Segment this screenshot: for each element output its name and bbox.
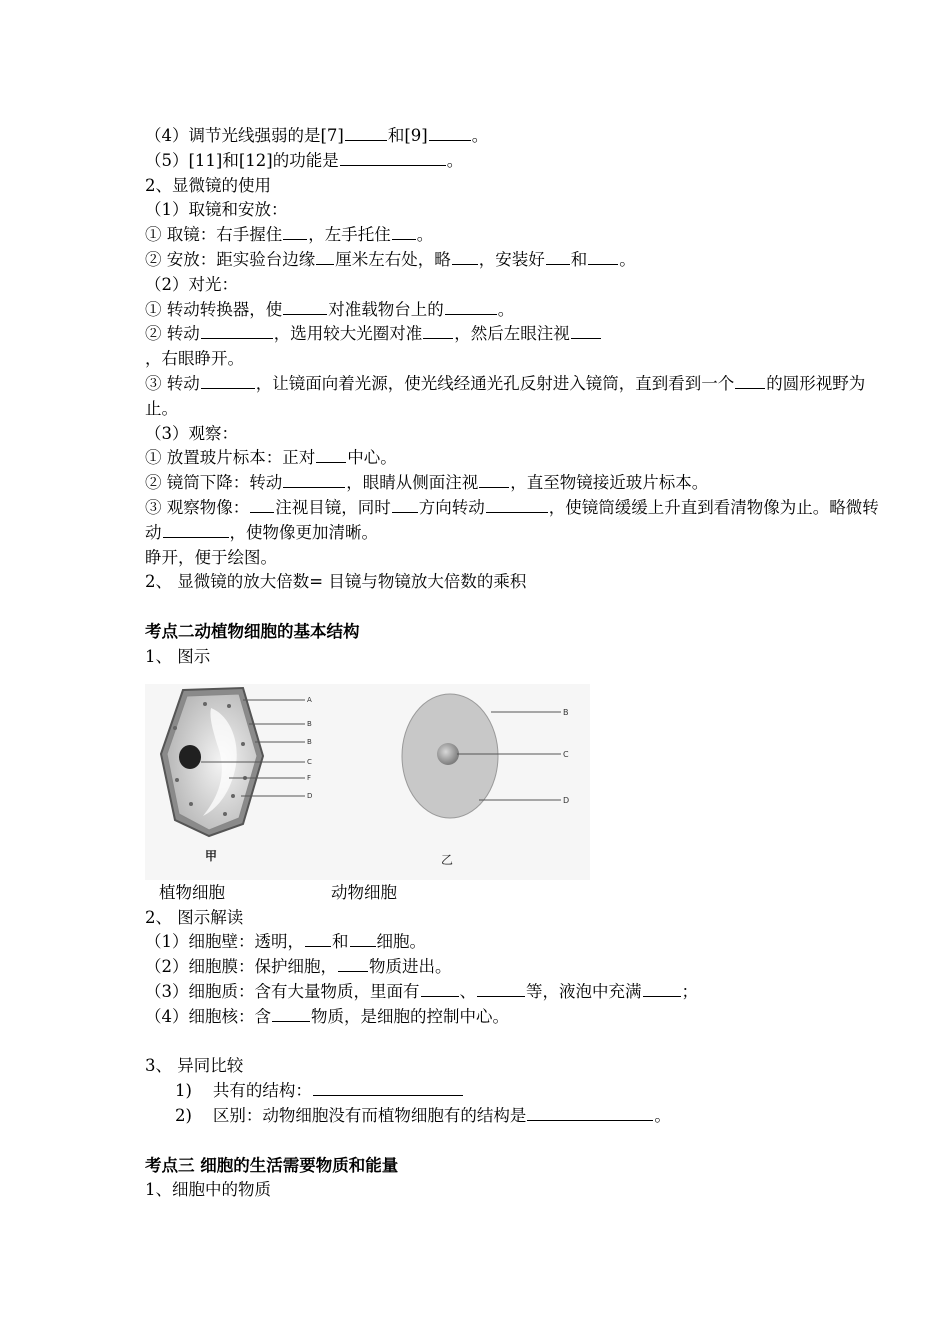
text: 。 — [497, 299, 515, 319]
text: （2）细胞膜：保护细胞， — [145, 957, 337, 977]
fill-blank[interactable] — [588, 250, 618, 265]
fill-blank[interactable] — [163, 523, 229, 538]
fill-blank[interactable] — [477, 982, 525, 997]
animal-label: C — [563, 749, 569, 759]
document-page — [145, 124, 885, 1203]
text: 区别：动物细胞没有而植物细胞有的结构是 — [212, 1105, 527, 1125]
section-title: 考点二动植物细胞的基本结构 — [145, 621, 360, 641]
text-line — [145, 546, 885, 571]
section-title: 考点三 细胞的生活需要物质和能量 — [145, 1155, 399, 1175]
text-line — [145, 248, 885, 273]
animal-cell — [402, 694, 569, 867]
text: 物质进出。 — [369, 957, 452, 977]
text: （4）细胞核：含 — [145, 1006, 271, 1026]
text: ③ 转动 — [145, 373, 200, 393]
cell-figure — [145, 684, 590, 880]
section-heading — [145, 174, 885, 199]
fill-blank[interactable] — [546, 250, 570, 265]
text-line — [145, 124, 885, 149]
text-line — [145, 149, 885, 174]
text: （2）对光： — [145, 274, 238, 294]
fill-blank[interactable] — [735, 374, 765, 389]
text: 睁开，便于绘图。 — [145, 547, 277, 567]
text-line — [145, 198, 885, 223]
plant-label: F — [307, 773, 312, 782]
text: ，右眼睁开。 — [145, 349, 244, 369]
text-line — [145, 930, 885, 955]
text: 的圆形视野为止。 — [145, 373, 866, 418]
text-line: 1、 图示 — [145, 646, 211, 666]
compare-item — [145, 1079, 885, 1104]
plant-label: C — [307, 757, 312, 766]
text: （3）观察： — [145, 423, 238, 443]
text: ① 转动转换器，使 — [145, 299, 283, 319]
plant-label: D — [307, 791, 313, 800]
text: ，使物像更加清晰。 — [229, 522, 378, 542]
text: 2、 显微镜的放大倍数= 目镜与物镜放大倍数的乘积 — [145, 572, 527, 592]
text: （1）取镜和安放： — [145, 200, 288, 220]
text: ，左手托住 — [308, 225, 391, 245]
text: 2、显微镜的使用 — [145, 175, 271, 195]
text-line — [145, 223, 885, 248]
caption-animal: 动物细胞 — [331, 882, 397, 902]
fill-blank[interactable] — [338, 957, 368, 972]
text: ② 安放：距实验台边缘 — [145, 249, 316, 269]
text: （5）[11]和[12]的功能是 — [145, 150, 339, 170]
fill-blank[interactable] — [272, 1007, 310, 1022]
text: 和 — [332, 932, 349, 952]
caption-plant: 植物细胞 — [159, 882, 225, 902]
fill-blank[interactable] — [486, 498, 548, 513]
text-line: 1、细胞中的物质 — [145, 1180, 271, 1200]
fill-blank[interactable] — [643, 982, 681, 997]
fill-blank[interactable] — [283, 473, 345, 488]
fill-blank[interactable] — [283, 300, 327, 315]
text: 、 — [459, 981, 476, 1001]
fill-blank[interactable] — [340, 151, 446, 166]
text: 对准载物台上的 — [328, 299, 444, 319]
fill-blank[interactable] — [429, 126, 471, 141]
text: 物质，是细胞的控制中心。 — [311, 1006, 509, 1026]
text: （1）细胞壁：透明， — [145, 932, 304, 952]
fill-blank[interactable] — [313, 1081, 463, 1096]
fill-blank[interactable] — [479, 473, 509, 488]
text: 注视目镜，同时 — [275, 497, 391, 517]
text: 细胞。 — [376, 932, 426, 952]
text: ，安装好 — [478, 249, 545, 269]
text: ，使镜筒缓缓上升直到看清物像为止。略微转动 — [145, 497, 879, 542]
fill-blank[interactable] — [305, 932, 331, 947]
animal-cell-name: 乙 — [441, 852, 454, 867]
text-line — [145, 496, 885, 546]
text-line: 3、 异同比较 — [145, 1056, 244, 1076]
fill-blank[interactable] — [423, 324, 453, 339]
fill-blank[interactable] — [201, 324, 273, 339]
fill-blank[interactable] — [421, 982, 459, 997]
text: ② 转动 — [145, 324, 200, 344]
plant-cell — [161, 688, 312, 863]
fill-blank[interactable] — [445, 300, 497, 315]
text: 中心。 — [347, 448, 397, 468]
text: ② 镜筒下降：转动 — [145, 473, 283, 493]
text: ，直至物镜接近玻片标本。 — [510, 473, 709, 493]
text: 等，液泡中充满 — [526, 981, 642, 1001]
text-line — [145, 322, 885, 347]
plant-cell-name: 甲 — [205, 848, 218, 863]
text-line — [145, 471, 885, 496]
fill-blank[interactable] — [345, 126, 387, 141]
fill-blank[interactable] — [452, 250, 478, 265]
text-line — [145, 347, 885, 372]
text-line — [145, 446, 885, 471]
text: 厘米左右处，略 — [335, 249, 451, 269]
text: 和[9] — [387, 126, 428, 145]
figure-captions — [145, 880, 885, 906]
animal-label: B — [563, 707, 569, 717]
text: ，选用较大光圈对准 — [273, 324, 423, 344]
text-line — [145, 980, 885, 1005]
text: ① 取镜：右手握住 — [145, 225, 283, 245]
fill-blank[interactable] — [316, 448, 346, 463]
text-line — [145, 955, 885, 980]
text: ③ 观察物像： — [145, 497, 250, 517]
fill-blank[interactable] — [283, 225, 307, 240]
text-line — [145, 298, 885, 323]
text-line — [145, 372, 885, 422]
text: ； — [681, 981, 698, 1001]
fill-blank[interactable] — [250, 498, 274, 513]
fill-blank[interactable] — [527, 1106, 653, 1121]
text-line — [145, 422, 885, 447]
text: 。 — [654, 1105, 671, 1125]
fill-blank[interactable] — [350, 932, 376, 947]
plant-label: B — [307, 719, 312, 728]
text: 和 — [570, 249, 588, 269]
text: ，眼睛从侧面注视 — [346, 473, 479, 493]
plant-label: B — [307, 737, 312, 746]
text: （3）细胞质：含有大量物质，里面有 — [145, 981, 420, 1001]
text: ，然后左眼注视 — [454, 324, 570, 344]
text-line — [145, 570, 885, 595]
text-line: 2、 图示解读 — [145, 907, 244, 927]
cell-diagram — [145, 684, 590, 880]
text-line — [145, 1005, 885, 1030]
text: （4）调节光线强弱的是[7] — [145, 126, 344, 145]
fill-blank[interactable] — [316, 250, 334, 265]
fill-blank[interactable] — [392, 225, 416, 240]
plant-label: A — [307, 695, 312, 704]
animal-label: D — [563, 795, 570, 805]
text: 。 — [619, 249, 636, 269]
fill-blank[interactable] — [201, 374, 255, 389]
text: 。 — [416, 225, 434, 245]
text: 。 — [471, 126, 489, 145]
text-line — [145, 273, 885, 298]
text: 方向转动 — [418, 497, 485, 517]
text: ① 放置玻片标本：正对 — [145, 448, 316, 468]
text: ，让镜面向着光源，使光线经通光孔反射进入镜筒，直到看到一个 — [255, 373, 735, 393]
fill-blank[interactable] — [571, 324, 601, 339]
list-number: 1) — [175, 1081, 192, 1101]
fill-blank[interactable] — [392, 498, 418, 513]
compare-item — [145, 1104, 885, 1129]
list-number: 2) — [175, 1105, 192, 1125]
text: 。 — [446, 150, 464, 170]
text: 共有的结构： — [212, 1081, 312, 1101]
